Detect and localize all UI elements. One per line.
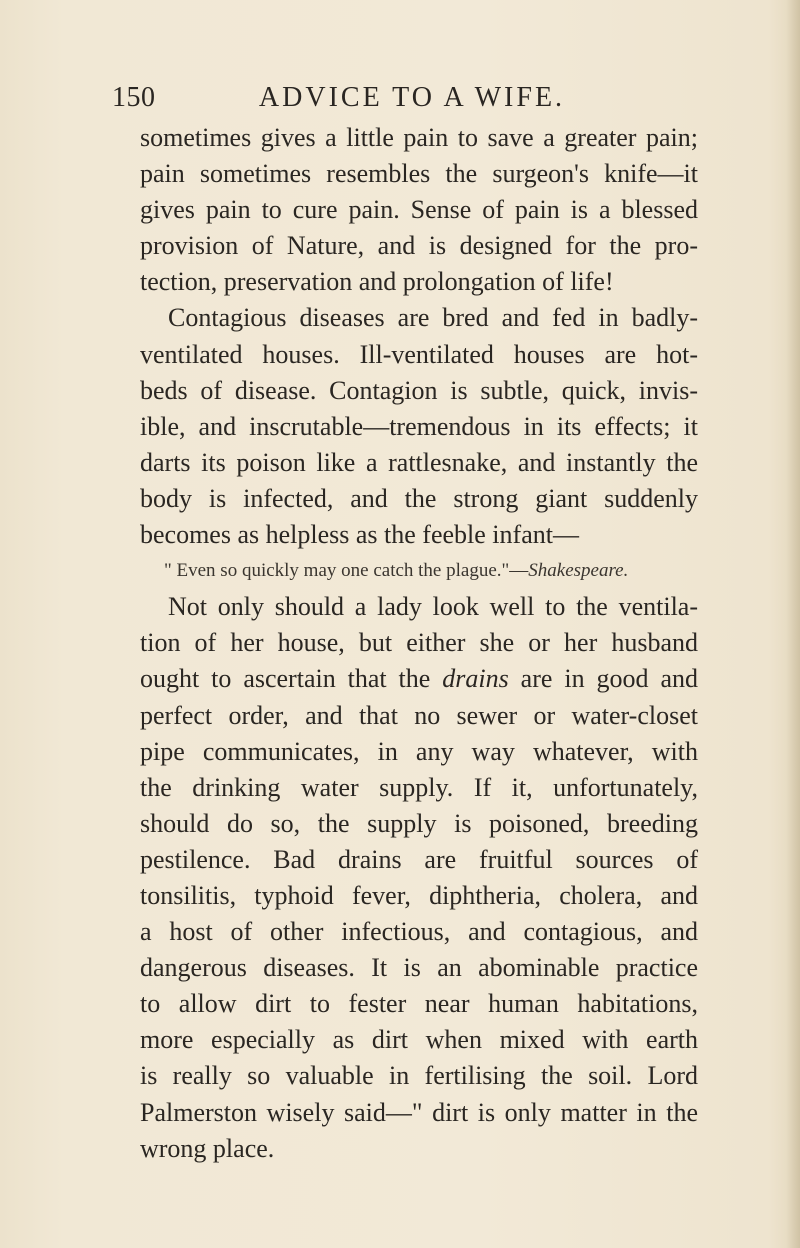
- text-line: the drinking water supply. If it, unfortunately,: [140, 772, 698, 802]
- text-line: tonsilitis, typhoid fever, diphtheria, cholera, and: [140, 880, 698, 910]
- text-line: becomes as helpless as the feeble infant—: [140, 520, 579, 550]
- text-segment: ought to ascertain that the: [140, 664, 431, 694]
- text-line: darts its poison like a rattlesnake, and instantly the: [140, 447, 698, 477]
- page-edge-shadow: [786, 0, 800, 1248]
- text-line: perfect order, and that no sewer or water-closet: [140, 700, 698, 730]
- text-segment: are in good and: [520, 664, 698, 694]
- text-line: Not only should a lady look well to the ventila-: [168, 592, 698, 622]
- body-text: [140, 120, 698, 1167]
- text-line: Palmerston wisely said—" dirt is only matter in the: [140, 1097, 698, 1127]
- text-line: provision of Nature, and is designed for the pro-: [140, 231, 698, 261]
- italic-word: drains: [442, 664, 509, 694]
- text-line: is really so valuable in fertilising the soil. Lord: [140, 1061, 698, 1091]
- page-number: 150: [112, 82, 156, 113]
- text-line: [140, 661, 698, 697]
- quotation-attribution: Shakespeare.: [528, 560, 629, 582]
- text-line: tection, preservation and prolongation of life!: [140, 267, 614, 297]
- text-line: a host of other infectious, and contagious, and: [140, 917, 698, 947]
- running-title: ADVICE TO A WIFE.: [258, 82, 566, 113]
- text-line: beds of disease. Contagion is subtle, quick, invis-: [140, 375, 698, 405]
- text-line: pain sometimes resembles the surgeon's knife—it: [140, 159, 698, 189]
- text-line: wrong place.: [140, 1133, 275, 1163]
- text-line: sometimes gives a little pain to save a greater pain;: [140, 123, 698, 152]
- quotation-text: " Even so quickly may one catch the plague."—: [164, 560, 529, 582]
- page-header: [112, 82, 712, 122]
- text-line: tion of her house, but either she or her husband: [140, 628, 698, 658]
- text-line: Contagious diseases are bred and fed in badly-: [168, 303, 698, 333]
- text-line: more especially as dirt when mixed with earth: [140, 1025, 698, 1055]
- text-line: dangerous diseases. It is an abominable practice: [140, 953, 698, 983]
- text-line: body is infected, and the strong giant suddenly: [140, 483, 698, 513]
- text-line: should do so, the supply is poisoned, breeding: [140, 808, 698, 838]
- text-line: pestilence. Bad drains are fruitful sources of: [140, 844, 698, 874]
- text-line: ventilated houses. Ill-ventilated houses are hot-: [140, 339, 698, 369]
- text-line: ible, and inscrutable—tremendous in its effects; it: [140, 411, 698, 441]
- text-line: gives pain to cure pain. Sense of pain is a blessed: [140, 195, 698, 225]
- text-line: pipe communicates, in any way whatever, with: [140, 736, 698, 766]
- quotation-line: [140, 553, 698, 589]
- text-line: to allow dirt to fester near human habitations,: [140, 989, 698, 1019]
